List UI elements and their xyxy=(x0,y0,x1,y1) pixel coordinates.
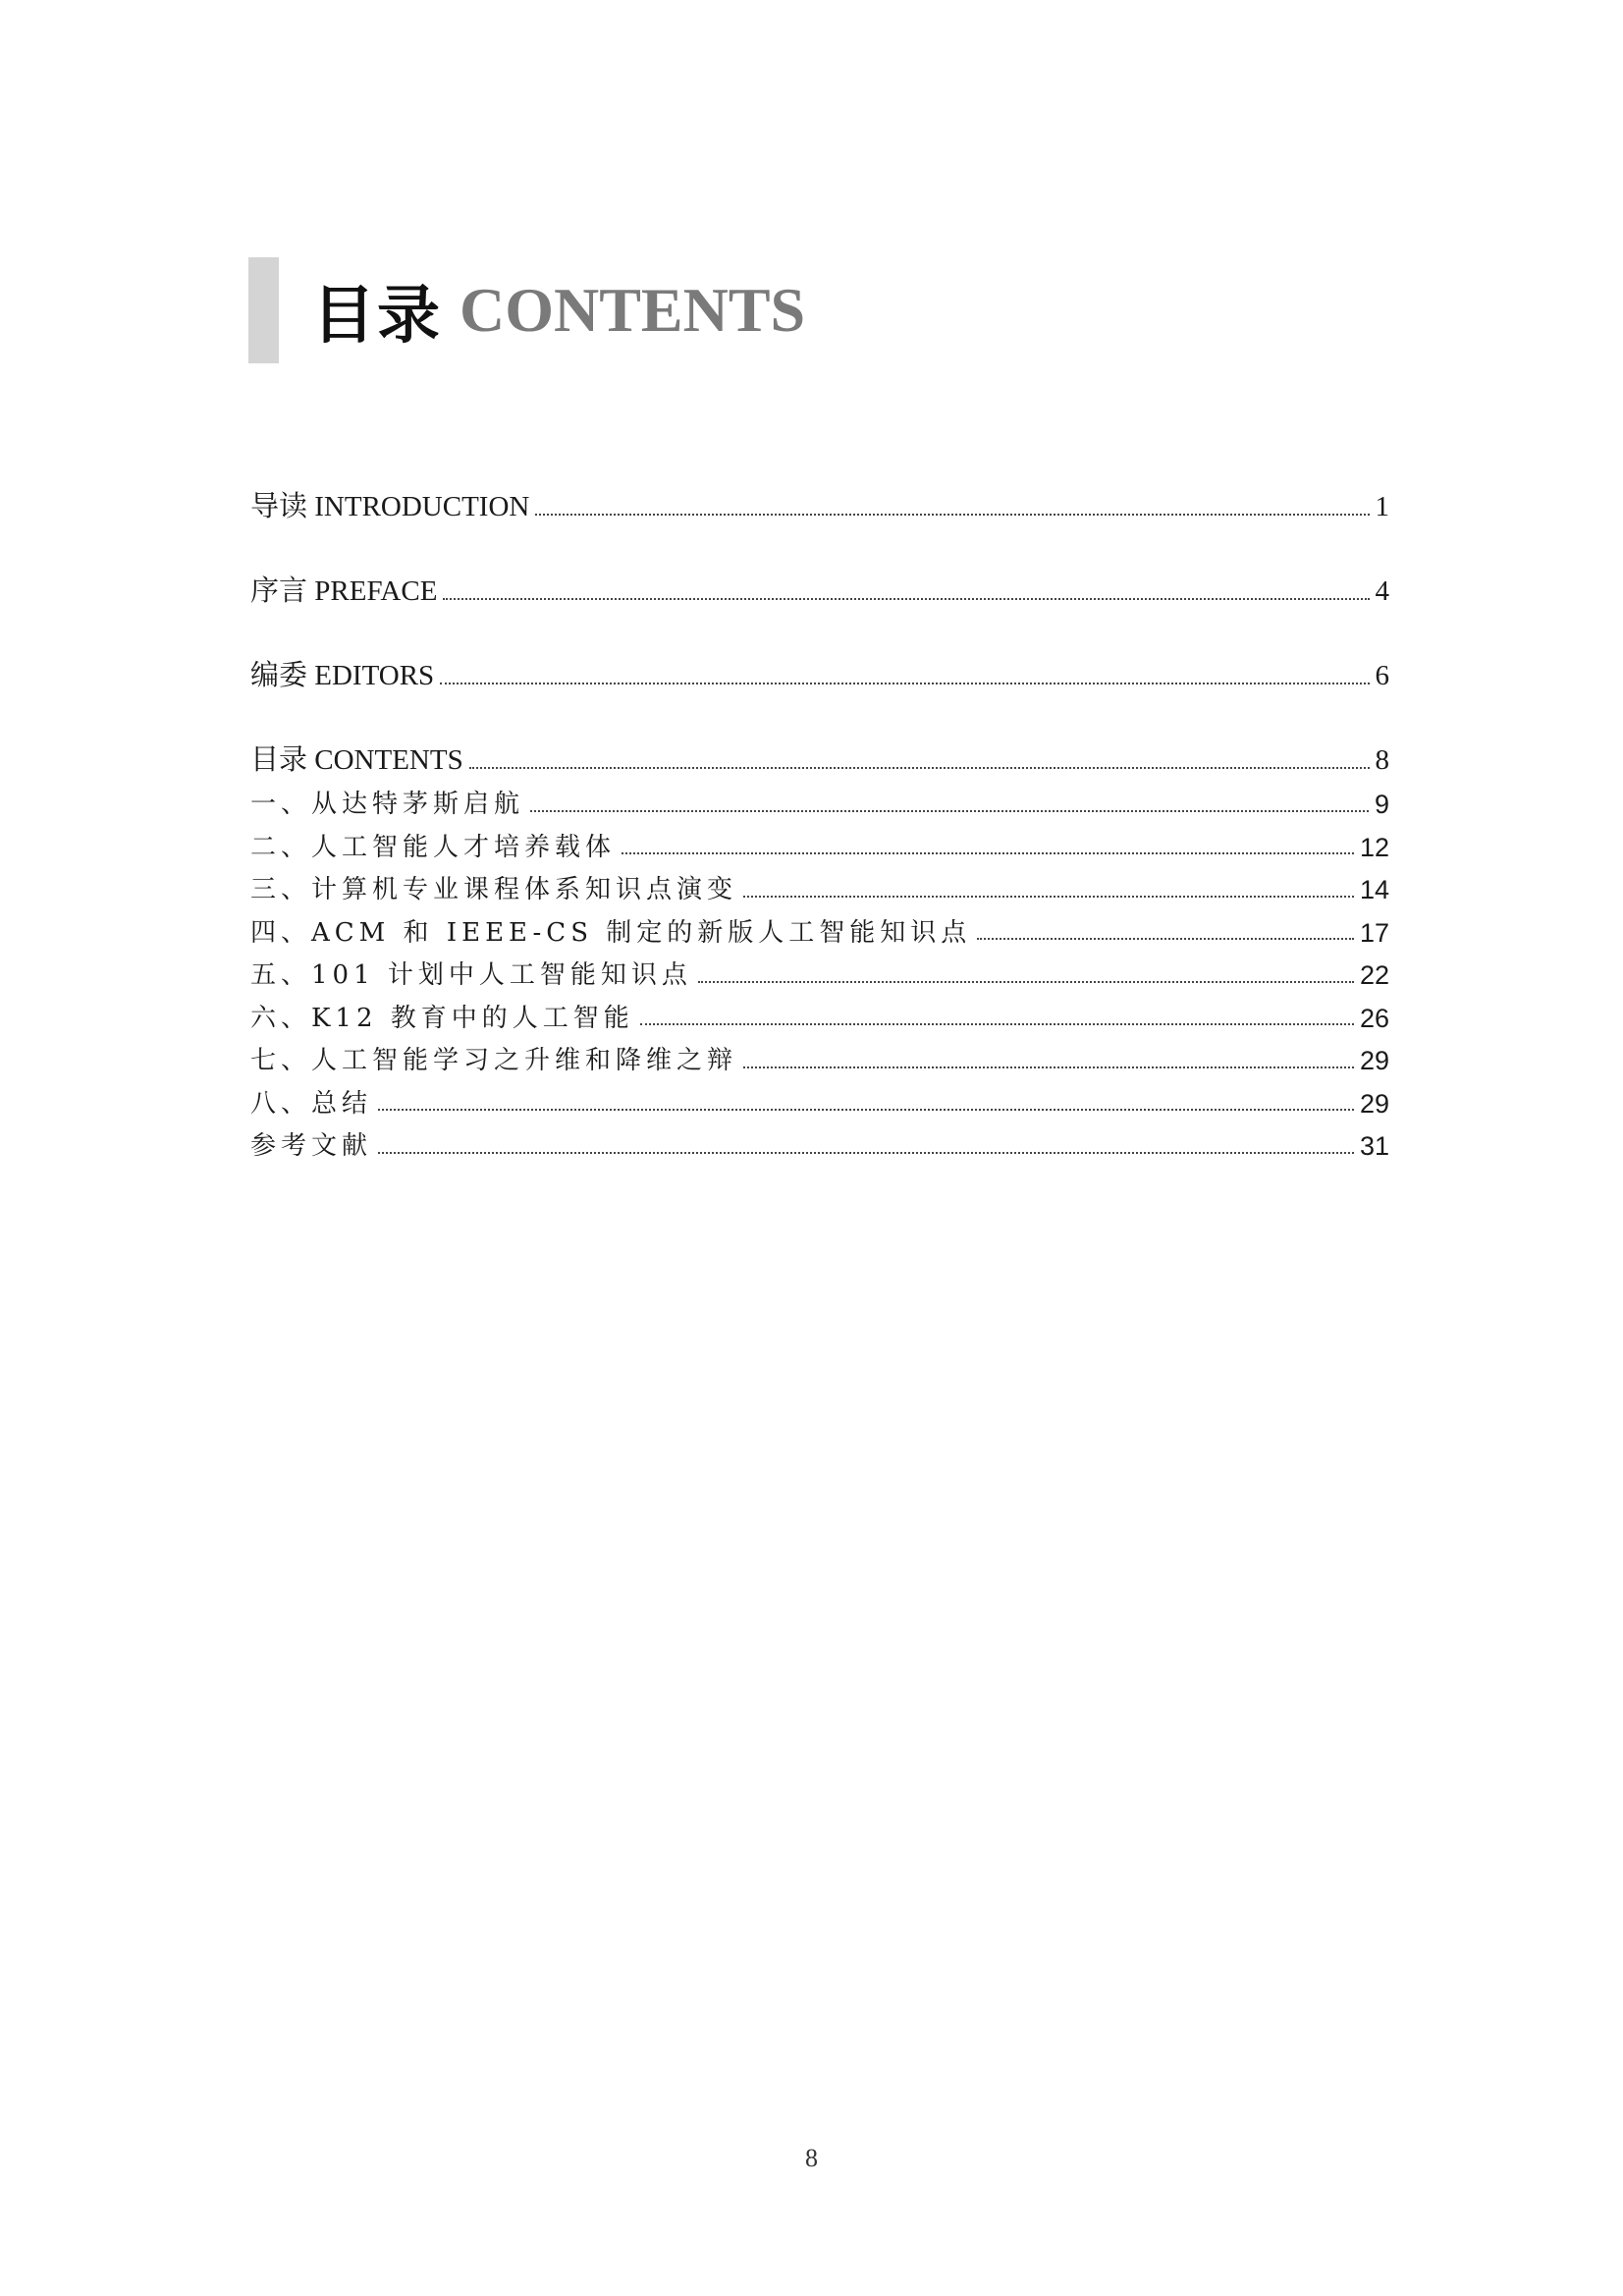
toc-section-title: 三、计算机专业课程体系知识点演变 xyxy=(250,875,738,905)
leader-dots xyxy=(530,810,1369,812)
leader-dots xyxy=(440,683,1369,684)
toc-page-number: 1 xyxy=(1375,491,1389,523)
toc-page-number: 6 xyxy=(1375,660,1389,692)
toc-page-number: 12 xyxy=(1359,832,1389,862)
toc-entry-preface[interactable] xyxy=(250,524,1389,609)
toc-section-title: 一、从达特茅斯启航 xyxy=(250,790,525,820)
leader-dots xyxy=(378,1152,1354,1154)
toc-page-number: 29 xyxy=(1359,1088,1389,1119)
toc-section-title: 八、总结 xyxy=(250,1088,373,1119)
toc-section-5[interactable] xyxy=(250,949,1389,992)
toc-entry-title: 导读 INTRODUCTION xyxy=(250,489,530,523)
toc-section-7[interactable] xyxy=(250,1034,1389,1077)
leader-dots xyxy=(743,896,1354,898)
toc-page-number: 8 xyxy=(1375,744,1389,777)
toc-section-2[interactable] xyxy=(250,821,1389,864)
leader-dots xyxy=(469,767,1370,769)
toc-section-3[interactable] xyxy=(250,863,1389,906)
toc-entry-title: 序言 PREFACE xyxy=(250,574,438,608)
toc-section-1[interactable] xyxy=(250,778,1389,821)
leader-dots xyxy=(622,852,1354,854)
toc-page-number: 29 xyxy=(1359,1046,1389,1076)
footer-page-number: 8 xyxy=(805,2144,818,2172)
leader-dots xyxy=(698,981,1354,983)
heading-chinese: 目录 xyxy=(312,280,442,353)
toc-entry-editors[interactable] xyxy=(250,609,1389,693)
toc-entry-contents[interactable] xyxy=(250,693,1389,778)
toc-page-number: 17 xyxy=(1359,917,1389,948)
toc-section-title: 五、101 计划中人工智能知识点 xyxy=(250,960,692,991)
toc-page-number: 31 xyxy=(1359,1131,1389,1162)
toc-section-title: 参考文献 xyxy=(250,1131,373,1162)
toc-entry-title: 目录 CONTENTS xyxy=(250,742,463,777)
toc-page-number: 9 xyxy=(1374,790,1389,820)
toc-page-number: 22 xyxy=(1359,960,1389,991)
toc-section-references[interactable] xyxy=(250,1120,1389,1163)
toc-page-number: 14 xyxy=(1359,875,1389,905)
leader-dots xyxy=(743,1066,1354,1068)
table-of-contents xyxy=(250,440,1389,1163)
heading-accent-bar xyxy=(248,257,279,363)
toc-page-number: 4 xyxy=(1375,575,1389,608)
toc-section-8[interactable] xyxy=(250,1077,1389,1121)
toc-section-title: 七、人工智能学习之升维和降维之辩 xyxy=(250,1046,738,1076)
toc-section-title: 二、人工智能人才培养载体 xyxy=(250,832,617,862)
leader-dots xyxy=(378,1109,1354,1111)
toc-section-6[interactable] xyxy=(250,992,1389,1035)
leader-dots xyxy=(443,598,1369,600)
toc-section-4[interactable] xyxy=(250,906,1389,950)
toc-entry-introduction[interactable] xyxy=(250,440,1389,524)
toc-section-title: 四、ACM 和 IEEE-CS 制定的新版人工智能知识点 xyxy=(250,917,972,948)
toc-entry-title: 编委 EDITORS xyxy=(250,658,435,692)
leader-dots xyxy=(977,938,1354,940)
leader-dots xyxy=(640,1023,1354,1025)
heading-english: CONTENTS xyxy=(460,275,806,345)
toc-section-title: 六、K12 教育中的人工智能 xyxy=(250,1003,634,1033)
leader-dots xyxy=(535,514,1369,516)
toc-page-number: 26 xyxy=(1359,1003,1389,1033)
page-heading xyxy=(248,257,805,363)
